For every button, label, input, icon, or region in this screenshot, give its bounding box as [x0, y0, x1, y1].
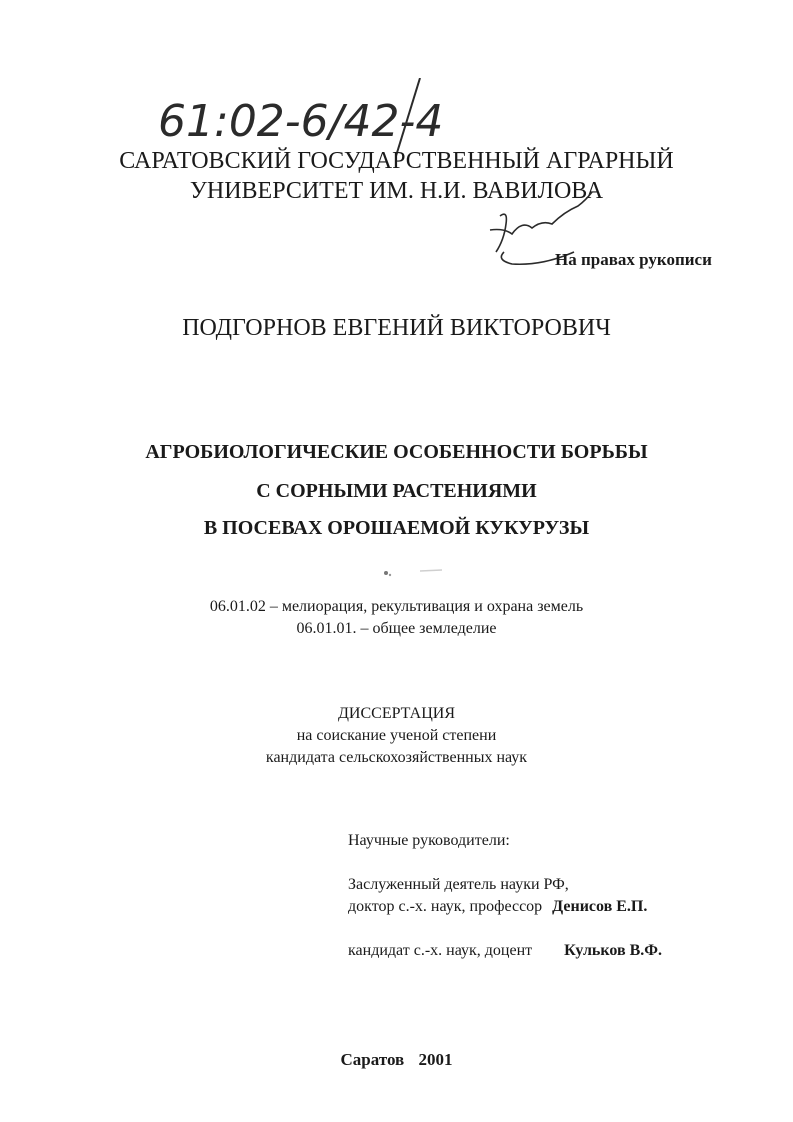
year: 2001	[418, 1050, 453, 1069]
university-name-line1: САРАТОВСКИЙ ГОСУДАРСТВЕННЫЙ АГРАРНЫЙ	[119, 148, 674, 174]
scan-artifact	[380, 565, 470, 579]
supervisor2-name: Кульков В.Ф.	[564, 942, 663, 959]
rights-note: На правах рукописи	[555, 250, 712, 269]
author-name: ПОДГОРНОВ ЕВГЕНИЙ ВИКТОРОВИЧ	[182, 315, 611, 341]
specialty-line1: 06.01.02 – мелиорация, рекультивация и охрана земель	[209, 598, 584, 615]
supervisor1-title-line2	[348, 898, 647, 916]
supervisor1-title-line1: Заслуженный деятель науки РФ,	[348, 876, 569, 893]
thesis-title-line3: В ПОСЕВАХ ОРОШАЕМОЙ КУКУРУЗЫ	[203, 517, 590, 539]
supervisor2-line	[348, 942, 662, 960]
supervisor2-degree: кандидат с.-х. наук, доцент	[348, 942, 533, 959]
handwritten-code-text: 61:02-6/42-4	[158, 96, 444, 147]
thesis-title-line1: АГРОБИОЛОГИЧЕСКИЕ ОСОБЕННОСТИ БОРЬБЫ	[145, 441, 648, 463]
supervisors-heading: Научные руководители:	[348, 832, 510, 849]
city: Саратов	[340, 1050, 405, 1069]
dissertation-degree-line2: кандидата сельскохозяйственных наук	[265, 749, 528, 766]
supervisor1-name: Денисов Е.П.	[552, 898, 648, 915]
thesis-title-line2: С СОРНЫМИ РАСТЕНИЯМИ	[256, 480, 537, 502]
specialty-line2: 06.01.01. – общее земледелие	[296, 620, 497, 637]
supervisor1-degree: доктор с.-х. наук, профессор	[348, 898, 543, 915]
university-name-line2: УНИВЕРСИТЕТ ИМ. Н.И. ВАВИЛОВА	[189, 178, 604, 204]
dissertation-degree-line1: на соискание ученой степени	[296, 727, 497, 744]
dissertation-heading: ДИССЕРТАЦИЯ	[338, 705, 455, 722]
city-year	[0, 1050, 793, 1070]
